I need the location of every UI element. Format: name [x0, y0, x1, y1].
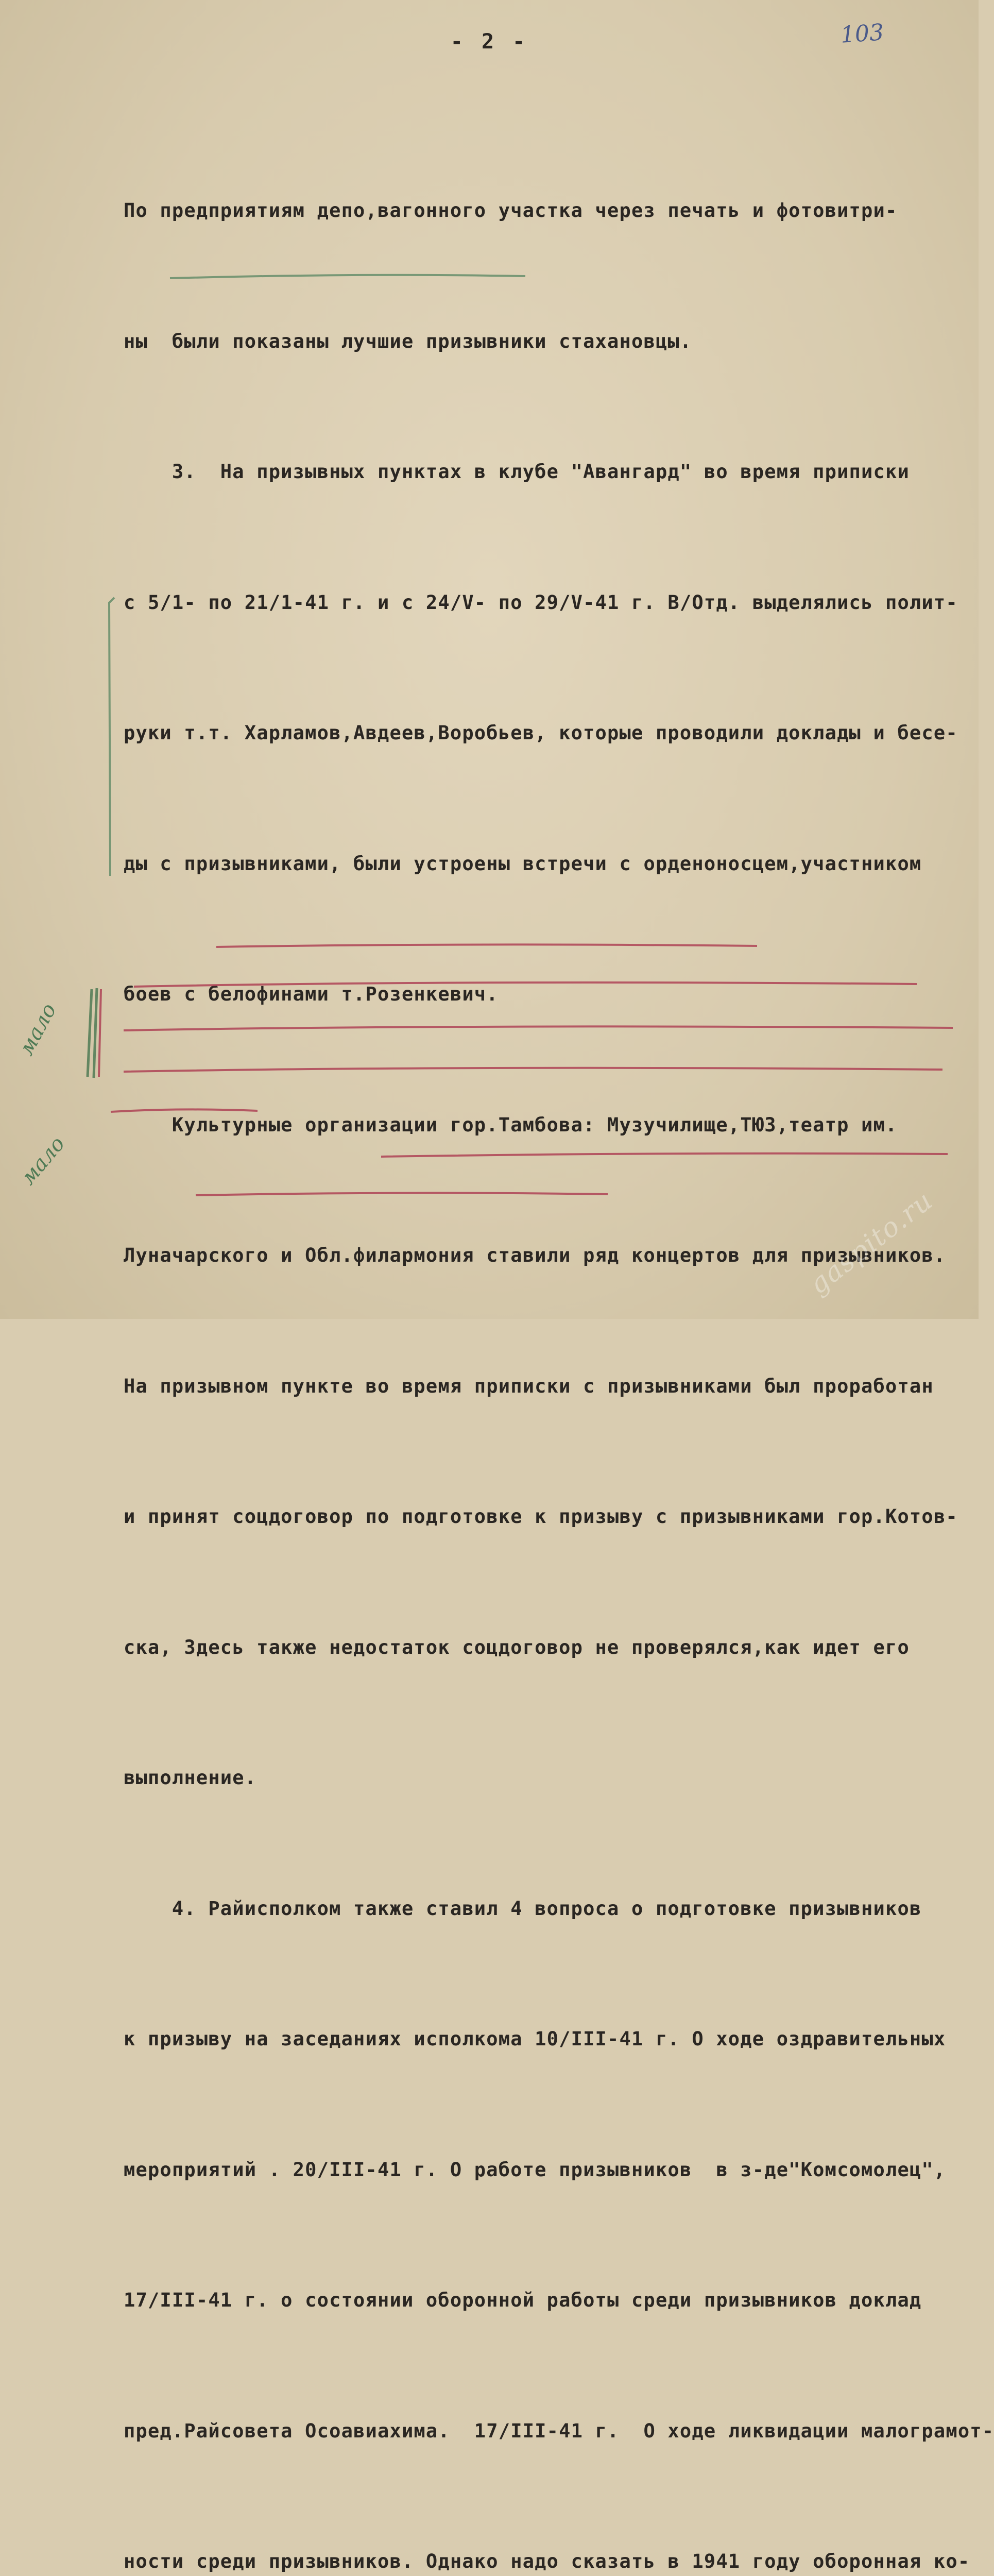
- text-line: ности среди призывников. Однако надо сказать в 1941 году оборонная ко-: [124, 2550, 970, 2572]
- document-body: [124, 102, 994, 2576]
- page-number: - 2 -: [450, 30, 528, 54]
- text-line: 17/III-41 г. о состоянии оборонной работы среди призывников доклад: [124, 2289, 922, 2311]
- green-bracket: [109, 598, 114, 876]
- text-line: с 5/1- по 21/1-41 г. и с 24/V- по 29/V-41 г. В/Отд. выделялись полит-: [124, 591, 958, 614]
- text-line: 4. Райисполком также ставил 4 вопроса о подготовке призывников: [124, 1897, 922, 1920]
- text-line: Культурные организации гор.Тамбова: Музучилище,ТЮЗ,театр им.: [124, 1113, 898, 1136]
- text-line: ны были показаны лучшие призывники стахановцы.: [124, 330, 692, 352]
- text-line: ска, Здесь также недостаток соцдоговор не проверялся,как идет его: [124, 1636, 910, 1658]
- margin-note: мало: [14, 999, 61, 1059]
- green-bracket: [88, 988, 97, 1078]
- text-line: к призыву на заседаниях исполкома 10/III-41 г. О ходе оздравительных: [124, 2028, 946, 2050]
- text-line: Луначарского и Обл.филармония ставили ряд концертов для призывников.: [124, 1244, 946, 1266]
- text-line: и принят соцдоговор по подготовке к призыву с призывниками гор.Котов-: [124, 1505, 958, 1528]
- archive-number: 103: [839, 19, 885, 48]
- text-line: пред.Райсовета Осоавиахима. 17/III-41 г. О ходе ликвидации малограмот-: [124, 2419, 994, 2442]
- text-line: На призывном пункте во время приписки с призывниками был проработан: [124, 1375, 934, 1397]
- text-line: мероприятий . 20/III-41 г. О работе призывников в з-де"Комсомолец",: [124, 2158, 946, 2181]
- text-line: ды с призывниками, были устроены встречи с орденоносцем,участником: [124, 852, 922, 875]
- red-bracket: [99, 989, 101, 1077]
- text-line: руки т.т. Харламов,Авдеев,Воробьев, которые проводили доклады и бесе-: [124, 722, 958, 744]
- text-line: выполнение.: [124, 1767, 257, 1789]
- watermark: gaspito.ru: [803, 1184, 939, 1301]
- text-line: боев с белофинами т.Розенкевич.: [124, 983, 499, 1005]
- text-line: 3. На призывных пунктах в клубе "Авангард" во время приписки: [124, 461, 910, 483]
- text-line: По предприятиям депо,вагонного участка через печать и фотовитри-: [124, 199, 898, 222]
- margin-note: мало: [16, 1132, 70, 1190]
